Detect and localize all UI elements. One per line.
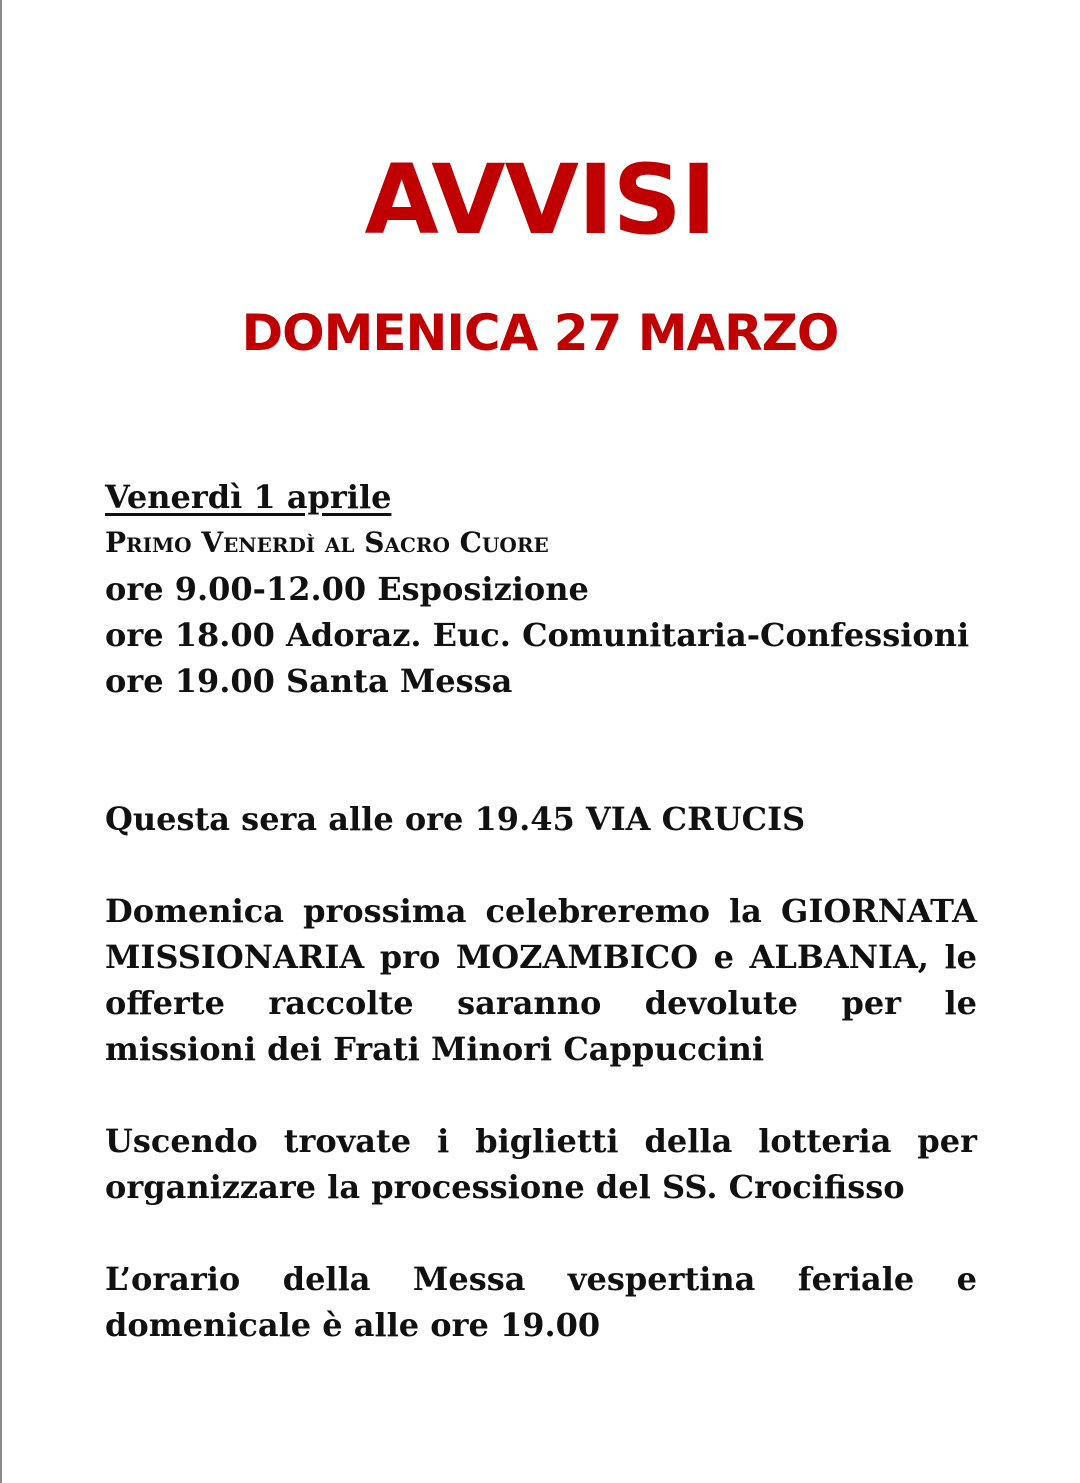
notice-lottery: Uscendo trovate i biglietti della lotteria per organizzare la processione del SS. Crocifisso xyxy=(105,1122,977,1206)
friday-event-title: Primo Venerdì al Sacro Cuore xyxy=(105,526,549,559)
schedule-item: ore 19.00 Santa Messa xyxy=(105,662,513,700)
notice-missionary-day: Domenica prossima celebreremo la GIORNATA MISSIONARIA pro MOZAMBICO e ALBANIA, le offerte raccolte saranno devolute per le missioni dei Frati Minori Cappuccini xyxy=(105,892,977,1068)
notice-via-crucis: Questa sera alle ore 19.45 VIA CRUCIS xyxy=(105,800,806,838)
page-title: AVVISI xyxy=(364,144,716,256)
schedule-item: ore 18.00 Adoraz. Euc. Comunitaria-Confessioni xyxy=(105,616,970,654)
friday-date-heading: Venerdì 1 aprile xyxy=(105,478,392,516)
page-subtitle: DOMENICA 27 MARZO xyxy=(241,304,839,362)
schedule-item: ore 9.00-12.00 Esposizione xyxy=(105,570,589,608)
notice-mass-time: L’orario della Messa vespertina feriale e domenicale è alle ore 19.00 xyxy=(105,1260,977,1344)
